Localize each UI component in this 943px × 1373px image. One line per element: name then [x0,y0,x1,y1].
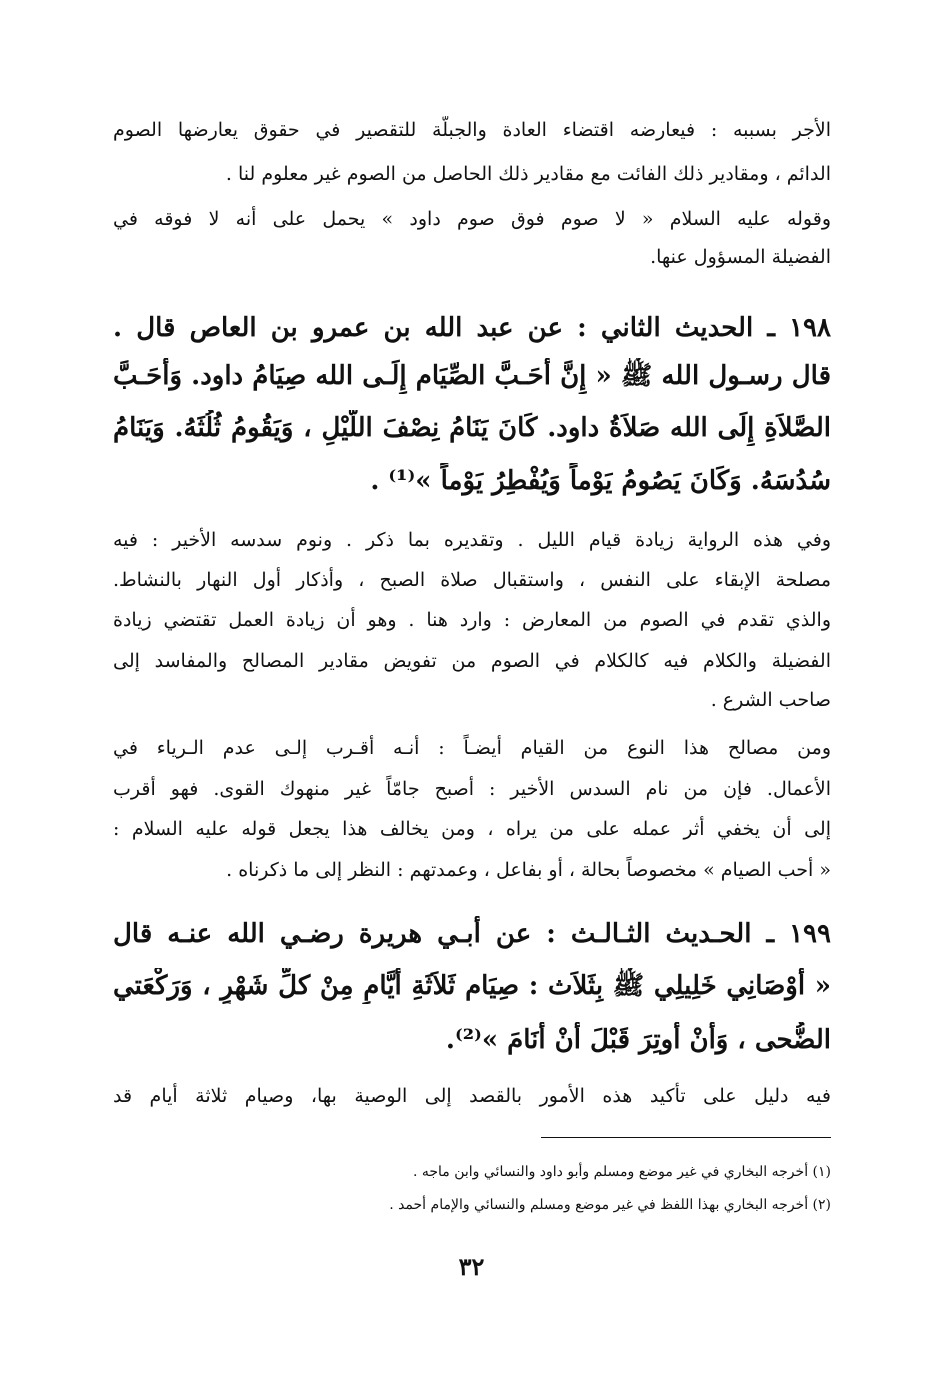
text-line: صاحب الشرع . [710,689,831,711]
hadith-text-line: قال رسـول الله ﷺ « إِنَّ أَحَـبَّ الصِّيَام إِلَـى الله صِيَامُ داود. وَأَحَـبَّ [113,361,831,391]
hadith-text-line: سُدُسَهُ. وَكَانَ يَصُومُ يَوْماً وَيُفْطِرُ يَوْماً »⁽¹⁾ . [370,466,831,496]
text-line: فيه دليل على تأكيد هذه الأمور بالقصد إلى الوصية بها، وصيام ثلاثة أيام قد [113,1085,831,1107]
text-line: وفي هذه الرواية زيادة قيام الليل . وتقديره بما ذكر . ونوم سدسه الأخير : فيه [113,529,831,551]
text-line: إلى أن يخفي أثر عمله على من يراه ، ومن يخالف هذا يجعل قوله عليه السلام : [113,818,831,840]
footnote-2: (٢) أخرجه البخاري بهذا اللفظ في غير موضع ومسلم والنسائي والإمام أحمد . [389,1197,831,1213]
hadith-heading: ١٩٩ ـ الحـديث الثـالـث : عن أبـي هريرة رضـي الله عنـه قال [113,919,831,949]
text-line: الفضيلة والكلام فيه كالكلام في الصوم من تفويض مقادير المصالح والمفاسد إلى [113,650,831,672]
hadith-heading: ١٩٨ ـ الحديث الثاني : عن عبد الله بن عمرو بن العاص قال . [113,313,831,343]
hadith-text-line: « أَوْصَانِي خَلِيلِي ﷺ بِثَلاَث : صِيَام ثَلاَثَةِ أَيَّامٍ مِنْ كلِّ شَهْرٍ ، وَرَكْعَتي [113,971,831,1001]
text-line: وقوله عليه السلام « لا صوم فوق صوم داود » يحمل على أنه لا فوقه في [113,208,831,230]
text-line: الدائم ، ومقادير ذلك الفائت مع مقادير ذلك الحاصل من الصوم غير معلوم لنا . [225,163,831,185]
text-line: الأعمال. فإن من نام السدس الأخير : أصبح جامّاً غير منهوك القوى. فهو أقرب [113,778,831,800]
text-line: مصلحة الإبقاء على النفس ، واستقبال صلاة الصبح ، وأذكار أول النهار بالنشاط. [113,569,831,591]
text-line: « أحب الصيام » مخصوصاً بحالة ، أو بفاعل ، وعمدتهم : النظر إلى ما ذكرناه . [226,859,831,881]
text-line: ومن مصالح هذا النوع من القيام أيضـاً : أنـه أقـرب إلـى عدم الـرياء في [113,737,831,759]
page-number: ٣٢ [458,1252,485,1281]
hadith-text-line: الصَّلاَةِ إِلَى الله صَلاَةُ داود. كَانَ يَنَامُ نِصْفَ اللَّيْلِ ، وَيَقُومُ ثُلُثَهُ. وَيَنَامُ [113,413,831,443]
footnote-1: (١) أخرجه البخاري في غير موضع ومسلم وأبو داود والنسائي وابن ماجه . [412,1164,831,1180]
hadith-text-line: الضُّحى ، وَأَنْ أُوتِرَ قَبْلَ أَنْ أَنَامَ »⁽²⁾. [445,1025,831,1055]
text-line: والذي تقدم في الصوم من المعارض : وارد هنا . وهو أن زيادة العمل تقتضي زيادة [113,609,831,631]
footnote-divider [541,1137,831,1138]
text-line: الأجر بسببه : فيعارضه اقتضاء العادة والجبلّة للتقصير في حقوق يعارضها الصوم [113,119,831,141]
text-line: الفضيلة المسؤول عنها. [650,246,831,268]
